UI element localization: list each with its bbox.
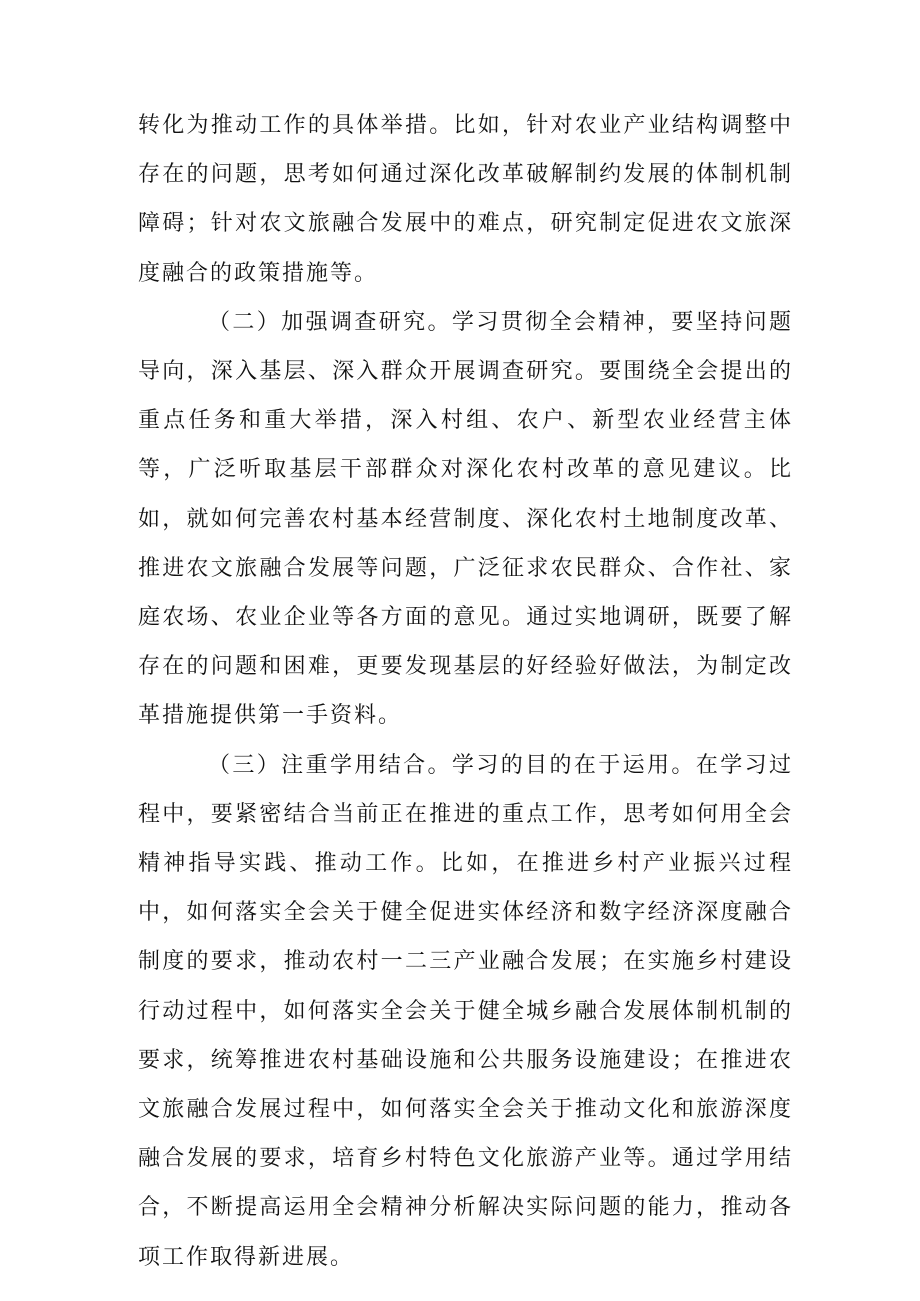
- paragraph-investigation-research: （二）加强调查研究。学习贯彻全会精神，要坚持问题导向，深入基层、深入群众开展调查研究。要围绕全会提出的重点任务和重大举措，深入村组、农户、新型农业经营主体等，广泛听取基层干部群众对深化农村改革的意见建议。比如，就如何完善农村基本经营制度、深化农村土地制度改革、推进农文旅融合发展等问题，广泛征求农民群众、合作社、家庭农场、农业企业等各方面的意见。通过实地调研，既要了解存在的问题和困难，更要发现基层的好经验好做法，为制定改革措施提供第一手资料。: [138, 309, 793, 729]
- paragraph-study-application: （三）注重学用结合。学习的目的在于运用。在学习过程中，要紧密结合当前正在推进的重点工作，思考如何用全会精神指导实践、推动工作。比如，在推进乡村产业振兴过程中，如何落实全会关于健全促进实体经济和数字经济深度融合制度的要求，推动农村一二三产业融合发展；在实施乡村建设行动过程中，如何落实全会关于健全城乡融合发展体制机制的要求，统筹推进农村基础设施和公共服务设施建设；在推进农文旅融合发展过程中，如何落实全会关于推动文化和旅游深度融合发展的要求，培育乡村特色文化旅游产业等。通过学用结合，不断提高运用全会精神分析解决实际问题的能力，推动各项工作取得新进展。: [138, 752, 793, 1270]
- document-body: [138, 101, 793, 1282]
- paragraph-continuation: 转化为推动工作的具体举措。比如，针对农业产业结构调整中存在的问题，思考如何通过深化改革破解制约发展的体制机制障碍；针对农文旅融合发展中的难点，研究制定促进农文旅深度融合的政策措施等。: [138, 113, 793, 286]
